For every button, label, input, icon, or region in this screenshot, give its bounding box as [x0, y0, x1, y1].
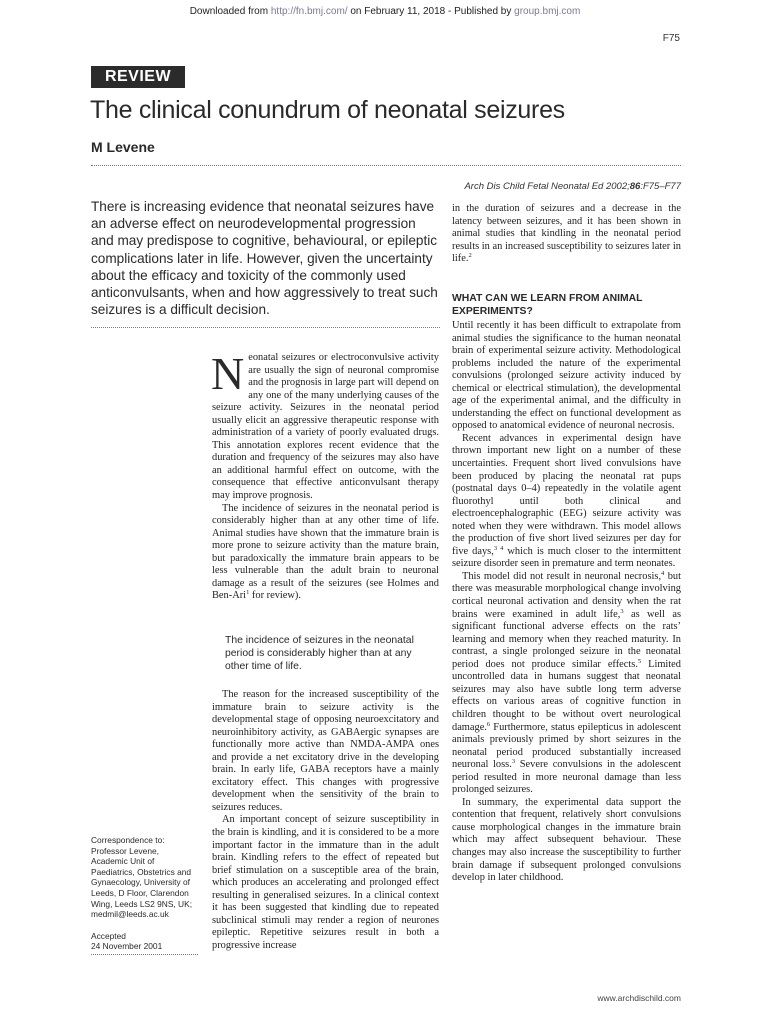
accepted-label: Accepted — [91, 930, 126, 941]
pull-quote: The incidence of seizures in the neonatal period is considerably higher than at any other time of life. — [225, 635, 414, 672]
body-column-2-bottom — [452, 320, 681, 885]
reference-marker[interactable]: 1 — [246, 589, 250, 597]
paragraph-text: This model did not result in neuronal necrosis, — [462, 570, 662, 582]
citation-year: 2002; — [603, 181, 630, 192]
citation-journal: Arch Dis Child Fetal Neonatal Ed — [464, 181, 604, 192]
download-banner — [0, 6, 770, 17]
paragraph: The reason for the increased susceptibility of the immature brain to seizure activity is the developmental stage of opposing neuroexcitatory and neuroinhibitory activity, as GABAergic synapses are functionally more active than NMDA-AMPA ones and provide a net excitatory drive in the developing brain. In early life, GABA receptors have a mainly excitatory effect. This changes with progressive development when the sensitivity of the brain to seizures reduces. — [212, 689, 439, 813]
correspondence-name: Professor Levene, — [91, 845, 159, 856]
paragraph-text: Severe convulsions in the adolescent period resulted in more neuronal damage than less prolonged seizures. — [452, 759, 682, 796]
correspondence-label: Correspondence to: — [91, 835, 165, 845]
correspondence-email[interactable]: medmil@leeds.ac.uk — [91, 909, 169, 920]
citation-volume: 86 — [629, 181, 641, 192]
abstract-divider — [91, 327, 440, 328]
paragraph: In summary, the experimental data support the contention that frequent, relatively short convulsions cause morphological changes in the immature brain which may affect subsequent behaviour. These changes may also increase the susceptibility to further brain damage if subsequent prolonged convulsions develop in later childhood. — [452, 796, 681, 884]
article-title: The clinical conundrum of neonatal seizures — [90, 96, 565, 124]
citation-line — [360, 181, 681, 192]
correspondence-block — [91, 835, 203, 952]
paragraph-text: which is much closer to the intermittent seizure disorder seen in premature and term neonates. — [452, 545, 682, 570]
reference-marker[interactable]: 3 — [620, 607, 624, 615]
body-column-2-top — [452, 203, 681, 266]
accepted-date: 24 November 2001 — [91, 941, 163, 952]
reference-marker[interactable]: 6 — [486, 720, 491, 728]
paragraph-text: as well as significant functional adverse effects on the rats’ learning and memory when they reached maturity. In contrast, a single prolonged seizure in the neonatal period does not produce similar effects. — [452, 608, 682, 670]
body-column-1-top — [211, 348, 439, 603]
paragraph-text: in the duration of seizures and a decrease in the latency between seizures, and it has been shown in animal studies that kindling in the neonatal period results in an increased susceptibility to seizures later in life. — [452, 203, 681, 265]
page-number: F75 — [662, 33, 680, 44]
reference-marker[interactable]: 3 4 — [493, 544, 504, 552]
reference-marker[interactable]: 5 — [637, 657, 642, 665]
author-name: M Levene — [91, 139, 155, 155]
body-column-1-bottom — [212, 689, 439, 952]
footer-url[interactable]: www.archdischild.com — [597, 993, 681, 1003]
paragraph-text: Recent advances in experimental design have thrown important new light on a number of these uncertainties. Frequent short lived convulsions have been produced by placing the neonatal rat pups (postnatal days 0–4) repeatedly in the volatile agent fluorothyl until both clinical and electroencephalographic (EEG) seizure activity was noted when they were withdrawn. This model allows the production of five short lived seizures per day for five days, — [452, 432, 681, 557]
intro-text: eonatal seizures or electroconvulsive activity are usually the sign of neuronal compromise and the prognosis in large part will depend on any one of the many underlying causes of the seizure activity. Seizures in the neonatal period usually elicit an aggressive therapeutic response with administration of a variety of poorly evaluated drugs. This annotation explores recent evidence that the duration and frequency of the seizures may also have an additional harmful effect on outcome, with the consequence that effective anticonvulsant therapy may improve prognosis. — [212, 352, 439, 502]
paragraph: Until recently it has been difficult to extrapolate from animal studies the significance to the human neonatal brain of experimental seizure activity. Methodological problems included the nature of the experimental convulsions (prolonged seizure activity induced by chemical or electrical stimulation), the developmental age of the experimental animal, and the difficulty in understanding the effect on functional development as opposed to anatomical evidence of neuronal necrosis. — [452, 320, 681, 432]
paragraph — [212, 503, 439, 603]
paragraph — [452, 571, 681, 797]
download-prefix: Downloaded from — [189, 6, 271, 17]
publisher-link[interactable]: group.bmj.com — [514, 6, 581, 17]
correspondence-address: Leeds, D Floor, Clarendon — [91, 887, 189, 898]
paragraph-text: but there was measurable morphological change involving cortical neuronal activation and density when the rat brains were examined in adult life, — [452, 570, 681, 620]
paragraph — [452, 203, 681, 266]
abstract: There is increasing evidence that neonatal seizures have an adverse effect on neurodevelopmental progression and may predispose to cognitive, behavioural, or epileptic complications later in life. However, given the uncertainty about the efficacy and toxicity of the commonly used anticonvulsants, when and how aggressively to treat such seizures is a difficult decision. — [91, 199, 438, 318]
paragraph-text: for review). — [249, 590, 301, 602]
download-url-link[interactable]: http://fn.bmj.com/ — [270, 6, 348, 17]
correspondence-address: Wing, Leeds LS2 9NS, UK; — [91, 898, 193, 909]
intro-paragraph — [211, 348, 439, 503]
header-divider — [91, 165, 681, 166]
download-middle: on February 11, 2018 - Published by — [347, 6, 515, 17]
correspondence-address: Academic Unit of — [91, 856, 155, 867]
reference-marker[interactable]: 2 — [468, 252, 472, 260]
correspondence-address: Gynaecology, University of — [91, 877, 190, 888]
section-label-badge: REVIEW — [91, 66, 185, 88]
reference-marker[interactable]: 4 — [661, 569, 665, 577]
correspondence-address: Paediatrics, Obstetrics and — [91, 866, 192, 877]
citation-pages: :F75–F77 — [640, 181, 681, 192]
reference-marker[interactable]: 3 — [511, 758, 516, 766]
paragraph-text: Limited uncontrolled data in humans suggest that neonatal seizures may also have subtle long term adverse effects on various areas of cognitive function in children thought to be without overt neurological damage. — [452, 658, 681, 733]
section-heading: WHAT CAN WE LEARN FROM ANIMAL EXPERIMENTS? — [452, 293, 643, 317]
correspondence-divider — [91, 954, 198, 955]
paragraph: An important concept of seizure susceptibility in the brain is kindling, and it is considered to be a more important factor in the immature than in the adult brain. Kindling refers to the effect of repeated but brief stimulation on a susceptible area of the brain, which produces an accelerating and prolonged effect resulting in generalised seizures. In a clinical context it has been suggested that kindling due to repeated subclinical stimuli may render a region of neurones epileptic. Repetitive seizures result in both a progressive increase — [212, 814, 439, 951]
paragraph-text: Furthermore, status epilepticus in adolescent animals previously primed by short seizures in the neonatal period produced substantially increased neuronal loss. — [452, 721, 681, 771]
paragraph — [452, 433, 681, 571]
spacer — [91, 920, 203, 931]
paragraph-text: The incidence of seizures in the neonatal period is considerably higher than at any other time of life. Animal studies have shown that the immature brain is more prone to seizure activity than the mature brain, but paradoxically the immature brain appears to be less vulnerable than the adult brain to neuronal damage as a result of the seizures (see Holmes and Ben-Ari — [212, 502, 439, 602]
drop-cap: N — [211, 348, 245, 399]
